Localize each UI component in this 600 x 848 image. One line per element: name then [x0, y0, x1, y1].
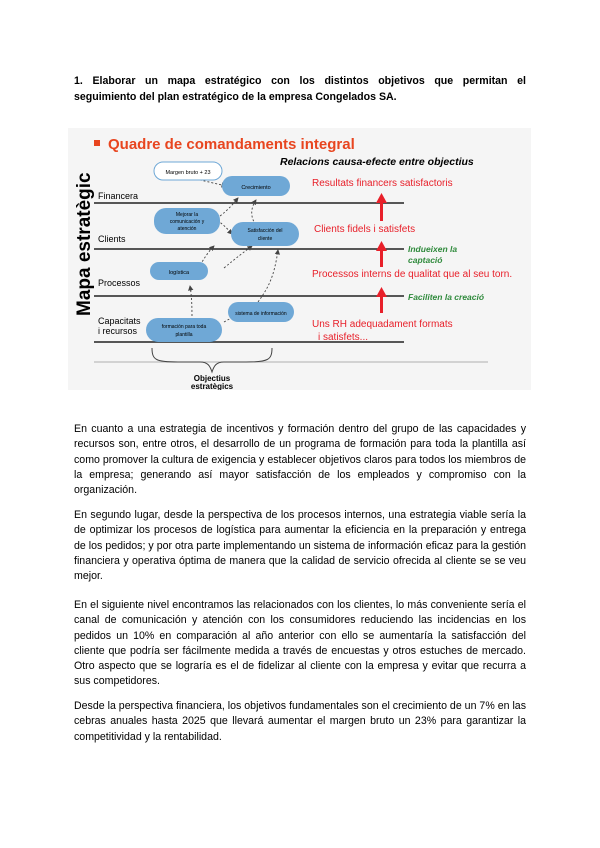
figure-title: Quadre de comandaments integral: [108, 136, 355, 153]
heading-line-1: 1. Elaborar un mapa estratégico con los distintos objetivos que permitan el: [74, 75, 526, 87]
objectius-brace: [152, 348, 272, 372]
node-crecimiento-text: Crecimiento: [241, 185, 271, 191]
up-arrow-icon: [376, 287, 387, 297]
result-indueixen-2: captació: [408, 255, 443, 265]
heading-line-2: seguimiento del plan estratégico de la empresa Congelados SA.: [74, 90, 397, 103]
node-formacion-plantilla: [146, 318, 222, 342]
row-label-capacitats: Capacitats: [98, 316, 141, 326]
result-rh-1: Uns RH adequadament formats: [312, 319, 453, 330]
paragraph-financiera: Desde la perspectiva financiera, los objetivos fundamentales son el crecimiento de un 7% en las cebras anuales hasta 2025 que llevará aumentar el margen bruto un 23% para garantizar la competitividad y la rentabilidad.: [74, 700, 526, 743]
paragraph-capacidades: En cuanto a una estrategia de incentivos y formación dentro del grupo de las capacidades y recursos son, entre otros, el desarrollo de un programa de formación para toda la plantilla así como promover la cultura de exigencia y establecer objetivos claros para todos los miembros de la empresa; generando así mayor satisfacción de los empleados y compromiso con la organización.: [74, 423, 526, 497]
result-indueixen-1: Indueixen la: [408, 244, 458, 254]
up-arrow-icon: [376, 241, 387, 251]
node-satisfaccion-line-2: cliente: [257, 236, 273, 242]
up-arrow-icon: [376, 193, 387, 203]
row-label-clients: Clients: [98, 234, 126, 244]
result-clients: Clients fidels i satisfets: [314, 224, 416, 235]
node-mejorar-line-3: atención: [177, 226, 197, 232]
node-satisfaccion-line-1: Satisfacción del: [247, 228, 283, 234]
vertical-label: Mapa estratègic: [74, 172, 95, 316]
figure-subtitle: Relacions causa-efecte entre objectius: [280, 156, 474, 168]
row-label-processos: Processos: [98, 278, 141, 288]
result-processos: Processos interns de qualitat que al seu torn.: [312, 269, 513, 280]
node-mejorar-line-2: comunicación y: [169, 219, 205, 225]
strategy-map-figure: [68, 128, 531, 390]
row-label-financera: Financera: [98, 191, 139, 201]
node-logistica-text: logística: [168, 270, 190, 276]
red-arrows: [376, 193, 387, 313]
title-bullet-icon: [94, 140, 100, 146]
objectius-label-1: Objectius: [193, 374, 231, 383]
node-sistema-text: sistema de información: [235, 311, 287, 317]
result-financers: Resultats financers satisfactoris: [312, 178, 453, 189]
result-faciliten: Faciliten la creació: [408, 292, 485, 302]
paragraph-clientes: En el siguiente nivel encontramos las relacionados con los clientes, lo más conveniente sería el canal de comunicación y atención con los consumidores reduciendo las incidencias en los pedidos un 10% en comparación al año anterior con ello se aumentaría la satisfacción del cliente que podría ser fácilmente medida a través de encuestas y otros estuches de mercado. Otro aspecto que se lograría es el de fidelizar al cliente con la empresa y evitar que recurra a sus competidores.: [74, 599, 526, 688]
objectius-label-2: estratègics: [190, 382, 234, 390]
question-heading: [74, 74, 526, 105]
node-formacion-line-1: formación para toda: [161, 324, 207, 330]
node-formacion-line-2: plantilla: [175, 332, 193, 338]
strategy-map-diagram: [68, 128, 531, 390]
row-label-recursos: i recursos: [98, 326, 138, 336]
paragraph-procesos: En segundo lugar, desde la perspectiva de los procesos internos, una estrategia viable sería la de optimizar los procesos de logística para aumentar la eficiencia en la preparación y entrega de los pedidos; y por otra parte implementando un sistema de información eficaz para la gestión financiera y operativa óptima de manera que la calidad de servicio ofrecida al cliente se se veu mejor.: [74, 509, 526, 583]
node-mejorar-line-1: Mejorar la: [175, 212, 199, 218]
node-satisfaccion-cliente: [231, 222, 299, 246]
node-margen-text: Margen bruto + 23: [165, 170, 211, 176]
result-rh-2: i satisfets...: [318, 332, 369, 343]
